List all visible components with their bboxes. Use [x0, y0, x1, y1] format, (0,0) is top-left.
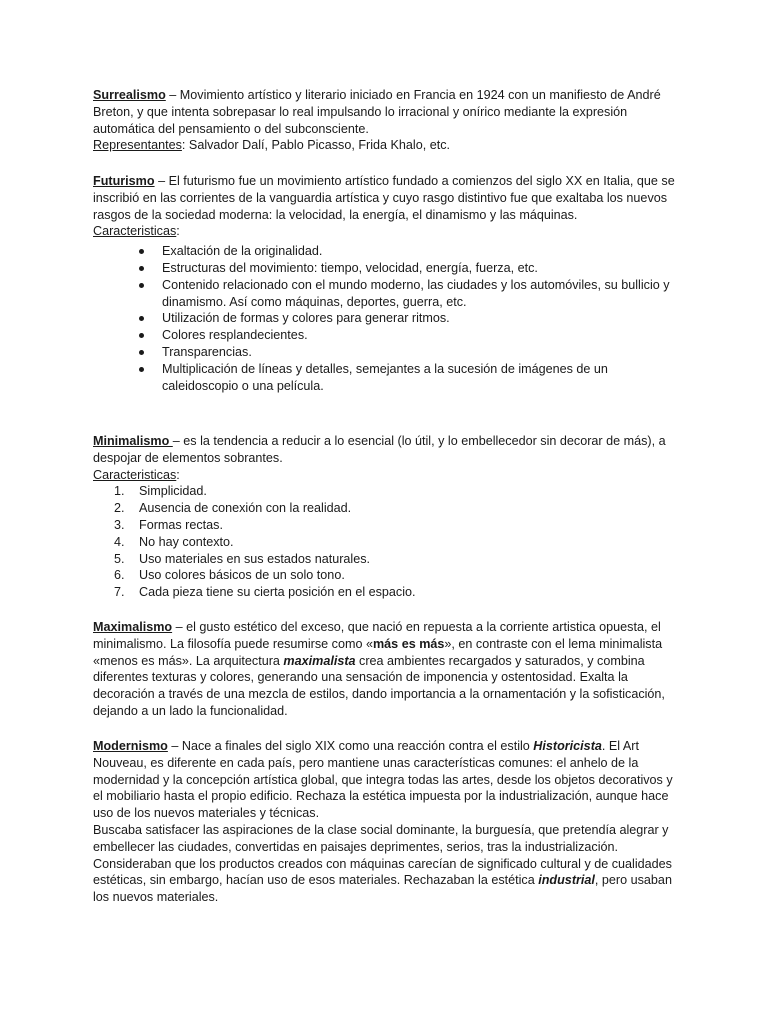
list-item-text: Formas rectas. [139, 517, 223, 532]
list-item [93, 243, 678, 260]
modernismo-text: . El Art Nouveau, es diferente en cada país, pero mantiene unas características comunes: el anhelo de la modernidad y la concepción artística global, que integra todas las artes, desde los objetos decorativos y el mobiliario hasta el propio edificio. Rechaza la estética impuesta por la industrialización, aunque hace uso de los nuevos materiales y técnicas. [93, 739, 673, 821]
modernismo-paragraph-2: Buscaba satisfacer las aspiraciones de la clase social dominante, la burguesía, que pretendía alegrar y embellecer las ciudades, convertidas en paisajes deprimentes, serios, tras la industrialización. [93, 822, 669, 854]
caracteristicas-colon: : [176, 224, 180, 239]
bullet-icon [139, 367, 144, 372]
list-item-text: Estructuras del movimiento: tiempo, velocidad, energía, fuerza, etc. [162, 260, 538, 275]
futurismo-list [93, 243, 678, 394]
list-number: 7. [114, 585, 125, 600]
surrealismo-intro: – Movimiento artístico y literario iniciado en Francia en 1924 con un manifiesto de André Breton, y que intenta sobrepasar lo real impulsando lo irracional y onírico mediante la expresión automática del pensamiento o del subconsciente. [93, 88, 661, 136]
list-number: 2. [114, 501, 125, 516]
modernismo-text: Consideraban que los productos creados con máquinas carecían de significado cultural y de cualidades estéticas, sin embargo, hacían uso de esos materiales. Rechazaban la estética [93, 856, 672, 888]
representantes-label: Representantes [93, 138, 182, 153]
list-item [93, 534, 678, 551]
minimalismo-intro: – es la tendencia a reducir a lo esencial (lo útil, y lo embellecedor sin decorar de más), a despojar de elementos sobrantes. [93, 434, 666, 465]
surrealismo-representantes [93, 137, 678, 154]
list-item-text: Cada pieza tiene su cierta posición en el espacio. [139, 585, 416, 600]
modernismo-paragraph [93, 738, 678, 822]
bullet-icon [139, 283, 144, 288]
maximalismo-paragraph [93, 619, 678, 720]
futurismo-title: Futurismo [93, 174, 155, 188]
list-item [93, 567, 678, 584]
list-number: 5. [114, 551, 125, 566]
list-item [93, 483, 678, 500]
list-item-text: Exaltación de la originalidad. [162, 244, 323, 259]
caracteristicas-colon: : [176, 467, 180, 482]
maximalismo-text: – el gusto estético del exceso, que nació en repuesta a la corriente artistica opuesta, el minimalismo. La filosofía puede resumirse como « [93, 620, 661, 651]
list-item-text: Multiplicación de líneas y detalles, semejantes a la sucesión de imágenes de un caleidoscopio o una película. [162, 361, 608, 393]
futurismo-caracteristicas-heading [93, 223, 678, 240]
list-item-text: Ausencia de conexión con la realidad. [139, 501, 352, 516]
modernismo-paragraph-3 [93, 856, 678, 906]
list-item [93, 500, 678, 517]
modernismo-title: Modernismo [93, 739, 168, 753]
futurismo-paragraph [93, 173, 678, 223]
bullet-icon [139, 249, 144, 254]
list-item-text: Uso materiales en sus estados naturales. [139, 551, 371, 566]
list-number: 3. [114, 517, 125, 532]
minimalismo-caracteristicas-heading [93, 467, 678, 484]
surrealismo-title: Surrealismo [93, 88, 166, 102]
minimalismo-paragraph [93, 433, 678, 467]
list-item-text: No hay contexto. [139, 534, 234, 549]
section-modernismo [93, 738, 678, 906]
list-item-text: Transparencias. [162, 344, 252, 359]
minimalismo-title: Minimalismo [93, 434, 173, 448]
modernismo-text: , pero usaban los nuevos materiales. [93, 873, 672, 905]
futurismo-intro: – El futurismo fue un movimiento artístico fundado a comienzos del siglo XX en Italia, que se inscribió en las corrientes de la vanguardia artística y cuyo rasgo distintivo fue que exaltaba los nuevos rasgos de la sociedad moderna: la velocidad, la energía, el dinamismo y las máquinas. [93, 174, 675, 222]
bullet-icon [139, 333, 144, 338]
section-maximalismo [93, 619, 678, 720]
maximalismo-text: crea ambientes recargados y saturados, y combina diferentes texturas y colores, generando una sensación de imponencia y ostentosidad. Exalta la decoración a través de una mezcla de estilos, dando importancia a la ornamentación y la sofisticación, dejando a un lado la funcionalidad. [93, 653, 665, 718]
list-item [93, 277, 678, 311]
list-item-text: Contenido relacionado con el mundo moderno, las ciudades y los automóviles, su bullicio y dinamismo. Así como máquinas, deportes, guerra, etc. [162, 277, 670, 309]
modernismo-emphasis: industrial [538, 873, 595, 888]
list-item-text: Utilización de formas y colores para generar ritmos. [162, 311, 450, 326]
list-item [93, 361, 678, 395]
list-item [93, 310, 678, 327]
list-item [93, 551, 678, 568]
section-futurismo [93, 173, 678, 394]
list-item [93, 584, 678, 601]
list-number: 4. [114, 534, 125, 549]
bullet-icon [139, 316, 144, 321]
modernismo-emphasis: Historicista [533, 739, 602, 753]
list-item-text: Uso colores básicos de un solo tono. [139, 568, 345, 583]
caracteristicas-label: Caracteristicas [93, 467, 177, 482]
maximalismo-text: », en contraste con el lema minimalista «menos es más». La arquitectura [93, 636, 663, 668]
list-number: 6. [114, 568, 125, 583]
list-number: 1. [114, 484, 125, 499]
section-minimalismo [93, 433, 678, 601]
modernismo-text: – Nace a finales del siglo XIX como una reacción contra el estilo [167, 739, 534, 753]
maximalismo-title: Maximalismo [93, 620, 173, 634]
list-item-text: Colores resplandecientes. [162, 328, 308, 343]
minimalismo-list [93, 483, 678, 601]
representantes-text: : Salvador Dalí, Pablo Picasso, Frida Khalo, etc. [181, 138, 451, 153]
list-item [93, 344, 678, 361]
maximalismo-emphasis: más es más [372, 636, 445, 651]
caracteristicas-label: Caracteristicas [93, 224, 177, 239]
bullet-icon [139, 266, 144, 271]
list-item [93, 327, 678, 344]
bullet-icon [139, 350, 144, 355]
surrealismo-paragraph [93, 87, 678, 137]
maximalismo-emphasis: maximalista [283, 653, 356, 668]
section-surrealismo [93, 87, 678, 154]
list-item [93, 517, 678, 534]
list-item-text: Simplicidad. [139, 484, 207, 499]
list-item [93, 260, 678, 277]
